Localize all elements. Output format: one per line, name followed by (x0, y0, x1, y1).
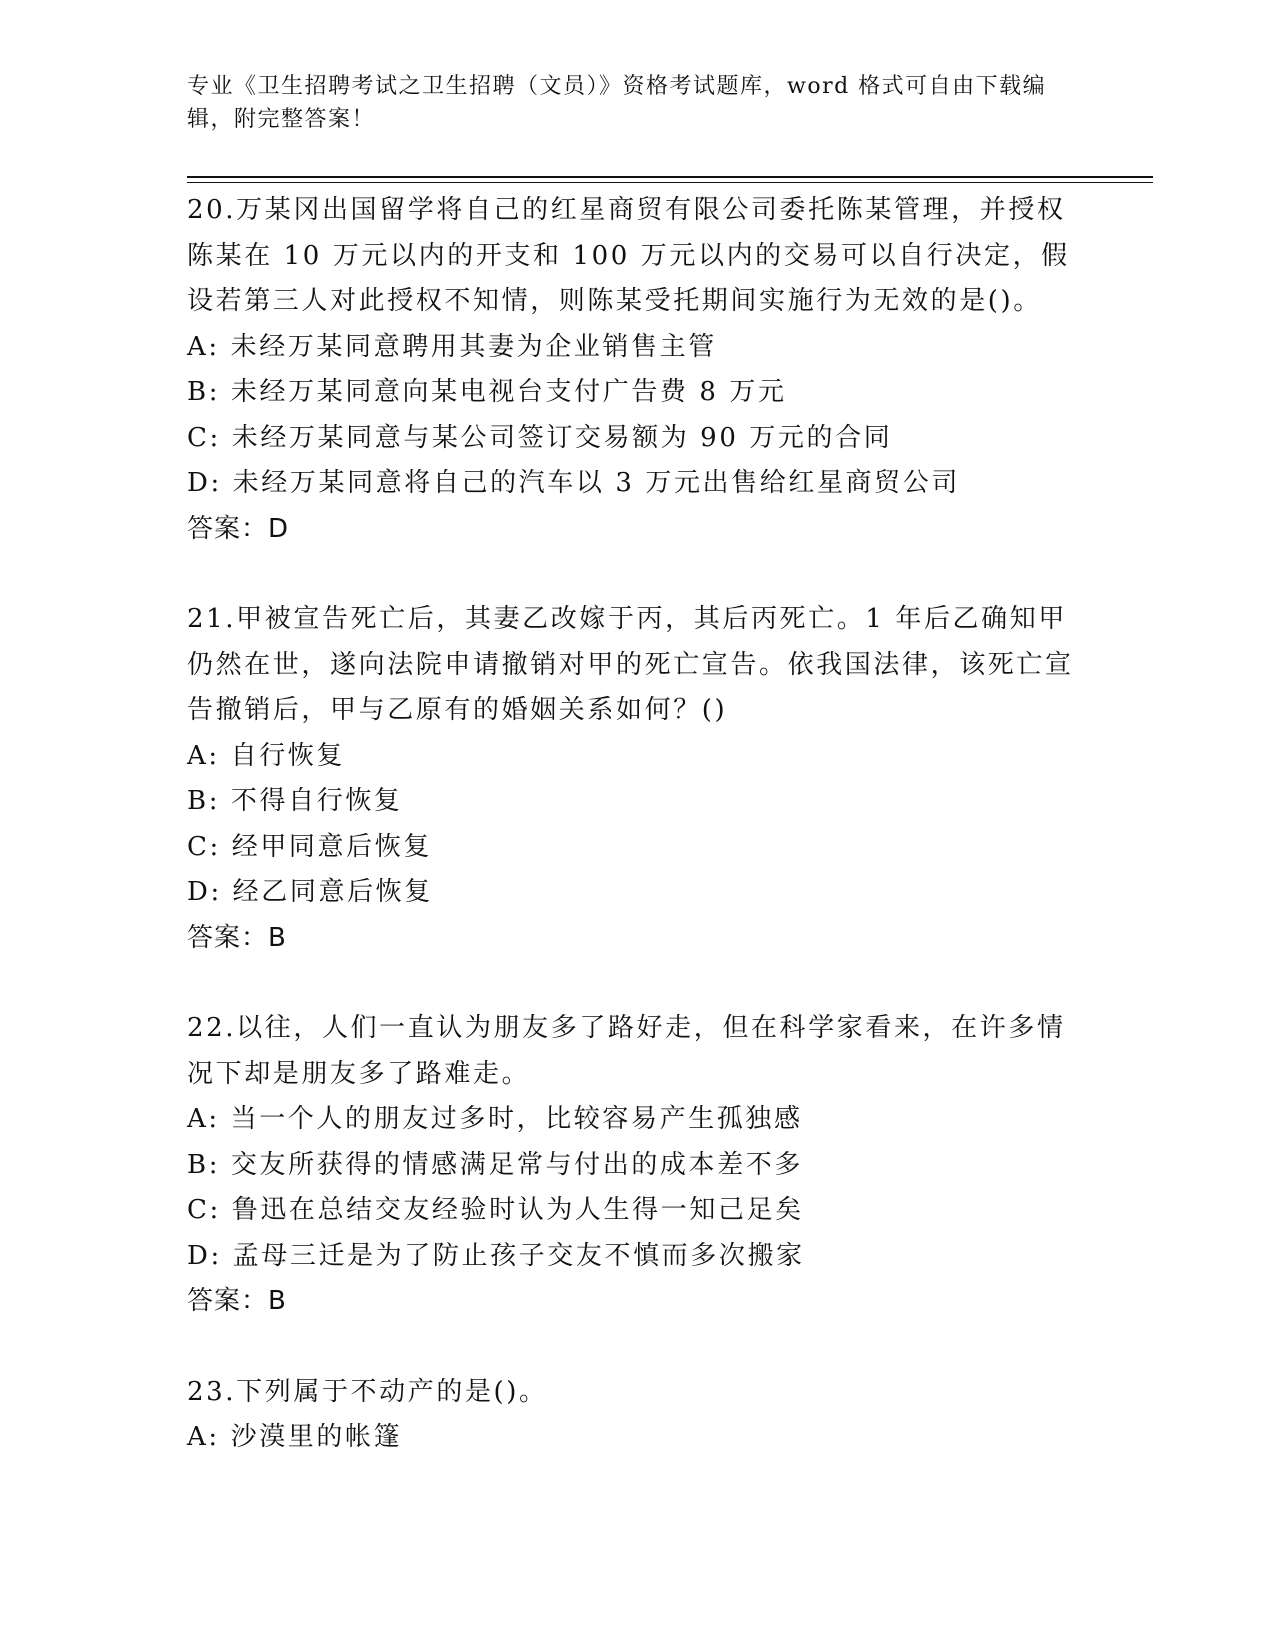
option-c: C: 未经万某同意与某公司签订交易额为 90 万元的合同 (187, 422, 893, 453)
option-d: D: 孟母三迁是为了防止孩子交友不慎而多次搬家 (187, 1240, 805, 1271)
option-a: A: 当一个人的朋友过多时，比较容易产生孤独感 (187, 1104, 803, 1134)
answer-line: 答案：B (187, 1286, 287, 1316)
question-text: 22.以往，人们一直认为朋友多了路好走，但在科学家看来，在许多情况下却是朋友多了路难走。 (187, 1013, 1066, 1089)
header-divider-thick (187, 176, 1153, 178)
question-20 (187, 188, 1087, 552)
question-text: 23.下列属于不动产的是()。 (187, 1376, 548, 1407)
question-23 (187, 1370, 1087, 1461)
option-a: A: 未经万某同意聘用其妻为企业销售主管 (187, 331, 717, 362)
question-22 (187, 1006, 1087, 1325)
option-a: A: 自行恢复 (187, 740, 346, 771)
option-b: B: 交友所获得的情感满足常与付出的成本差不多 (187, 1149, 803, 1180)
question-21 (187, 597, 1087, 961)
option-d: D: 未经万某同意将自己的汽车以 3 万元出售给红星商贸公司 (187, 468, 960, 498)
header-divider-thin (187, 182, 1153, 183)
option-b: B: 未经万某同意向某电视台支付广告费 8 万元 (187, 377, 787, 407)
option-c: C: 鲁迅在总结交友经验时认为人生得一知己足矣 (187, 1195, 804, 1225)
answer-line: 答案：B (187, 922, 287, 953)
option-d: D: 经乙同意后恢复 (187, 877, 433, 907)
option-b: B: 不得自行恢复 (187, 786, 403, 816)
question-text: 21.甲被宣告死亡后，其妻乙改嫁于丙，其后丙死亡。1 年后乙确知甲仍然在世，遂向法院申请撤销对甲的死亡宣告。依我国法律，该死亡宣告撤销后，甲与乙原有的婚姻关系如何？() (187, 604, 1074, 725)
question-list (187, 188, 1087, 1506)
option-a: A: 沙漠里的帐篷 (187, 1422, 403, 1452)
document-header: 专业《卫生招聘考试之卫生招聘（文员）》资格考试题库，word 格式可自由下载编辑，附完整答案！ (187, 74, 1047, 132)
option-c: C: 经甲同意后恢复 (187, 831, 432, 862)
question-text: 20.万某冈出国留学将自己的红星商贸有限公司委托陈某管理，并授权陈某在 10 万元以内的开支和 100 万元以内的交易可以自行决定，假设若第三人对此授权不知情，则陈某受托期间实施行为无效的是()。 (187, 195, 1070, 316)
answer-line: 答案：D (187, 513, 290, 544)
